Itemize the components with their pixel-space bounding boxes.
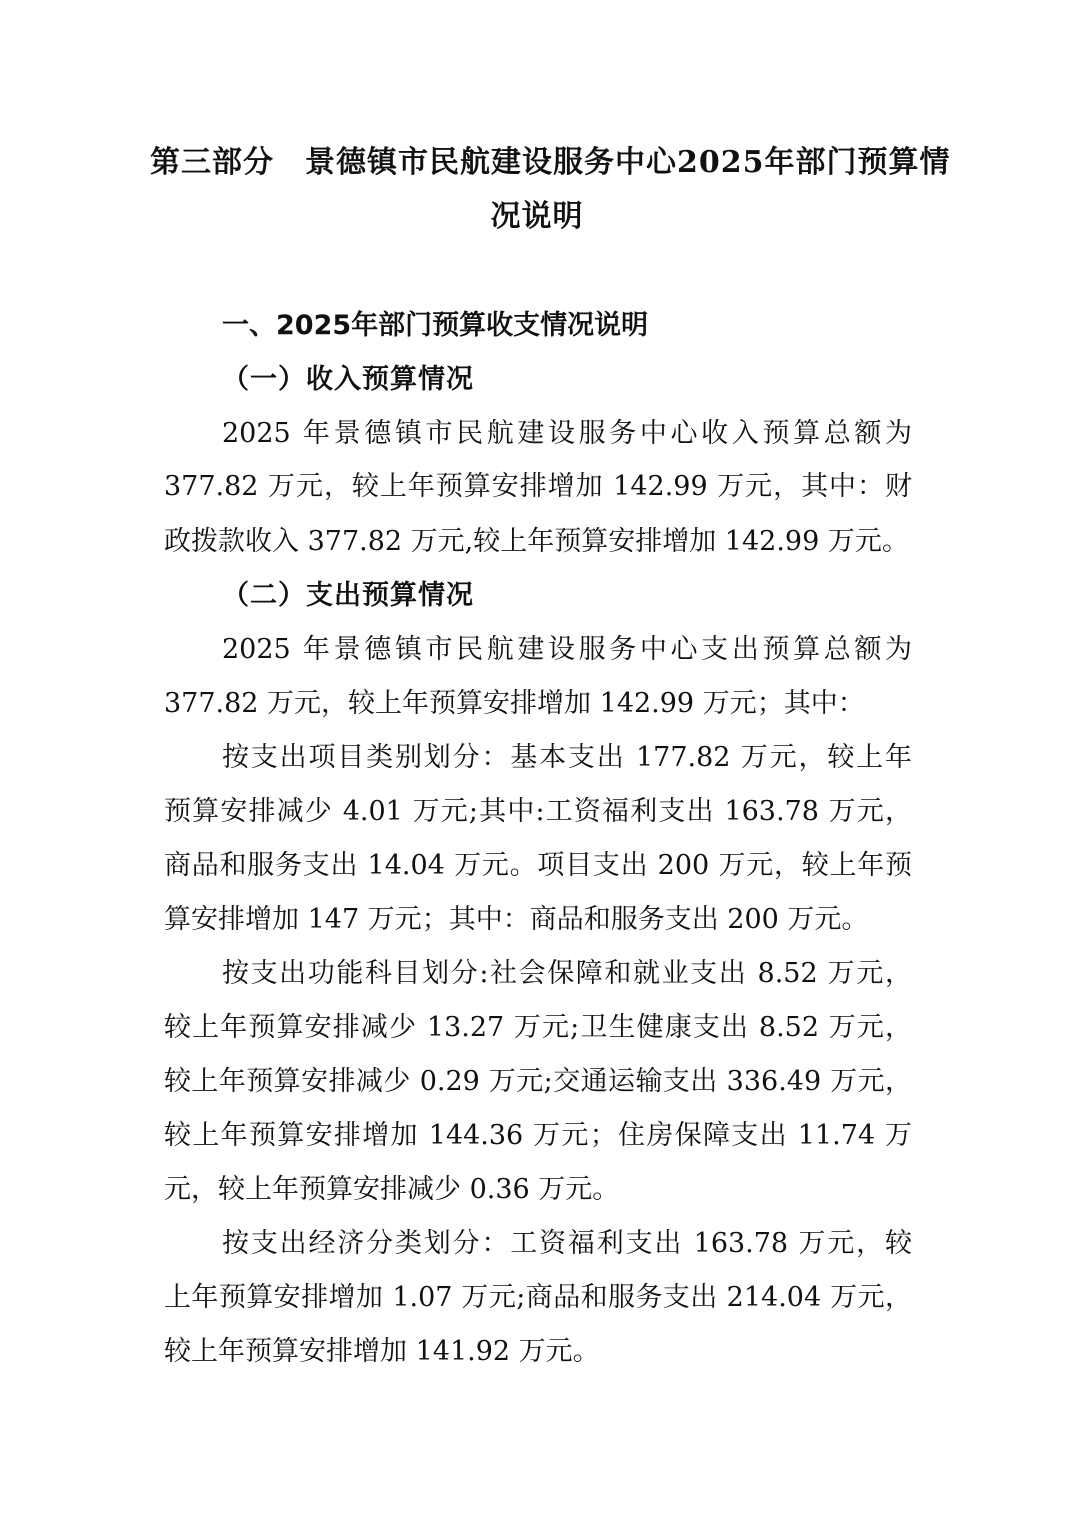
function-category-line: 较上年预算安排减少 0.29 万元;交通运输支出 336.49 万元，	[164, 1066, 912, 1097]
project-category-line: 预算安排减少 4.01 万元;其中:工资福利支出 163.78 万元，	[164, 796, 912, 827]
project-category-line: 商品和服务支出 14.04 万元。项目支出 200 万元，较上年预	[164, 850, 912, 881]
function-category-line: 按支出功能科目划分:社会保障和就业支出 8.52 万元，	[222, 958, 912, 989]
income-paragraph-line: 政拨款收入 377.82 万元,较上年预算安排增加 142.99 万元。	[164, 526, 909, 557]
income-paragraph-line: 2025 年景德镇市民航建设服务中心收入预算总额为	[222, 418, 912, 449]
income-paragraph-line: 377.82 万元，较上年预算安排增加 142.99 万元，其中：财	[164, 471, 912, 502]
document-title-line-1: 第三部分 景德镇市民航建设服务中心2025年部门预算情	[150, 145, 951, 180]
expense-paragraph-line: 2025 年景德镇市民航建设服务中心支出预算总额为	[222, 634, 912, 665]
function-category-line: 较上年预算安排增加 144.36 万元；住房保障支出 11.74 万	[164, 1120, 912, 1151]
function-category-line: 较上年预算安排减少 13.27 万元;卫生健康支出 8.52 万元，	[164, 1012, 912, 1043]
section-heading: 一、2025年部门预算收支情况说明	[222, 310, 649, 341]
expense-paragraph-line: 377.82 万元，较上年预算安排增加 142.99 万元；其中：	[164, 688, 865, 719]
economic-category-line: 较上年预算安排增加 141.92 万元。	[164, 1336, 600, 1367]
document-title-line-2: 况说明	[490, 199, 584, 234]
income-subheading: （一）收入预算情况	[222, 364, 474, 395]
economic-category-line: 上年预算安排增加 1.07 万元;商品和服务支出 214.04 万元，	[164, 1282, 912, 1313]
economic-category-line: 按支出经济分类划分：工资福利支出 163.78 万元，较	[222, 1228, 912, 1259]
project-category-line: 算安排增加 147 万元；其中：商品和服务支出 200 万元。	[164, 904, 869, 935]
project-category-line: 按支出项目类别划分：基本支出 177.82 万元，较上年	[222, 742, 912, 773]
function-category-line: 元，较上年预算安排减少 0.36 万元。	[164, 1174, 620, 1205]
expense-subheading: （二）支出预算情况	[222, 580, 474, 611]
